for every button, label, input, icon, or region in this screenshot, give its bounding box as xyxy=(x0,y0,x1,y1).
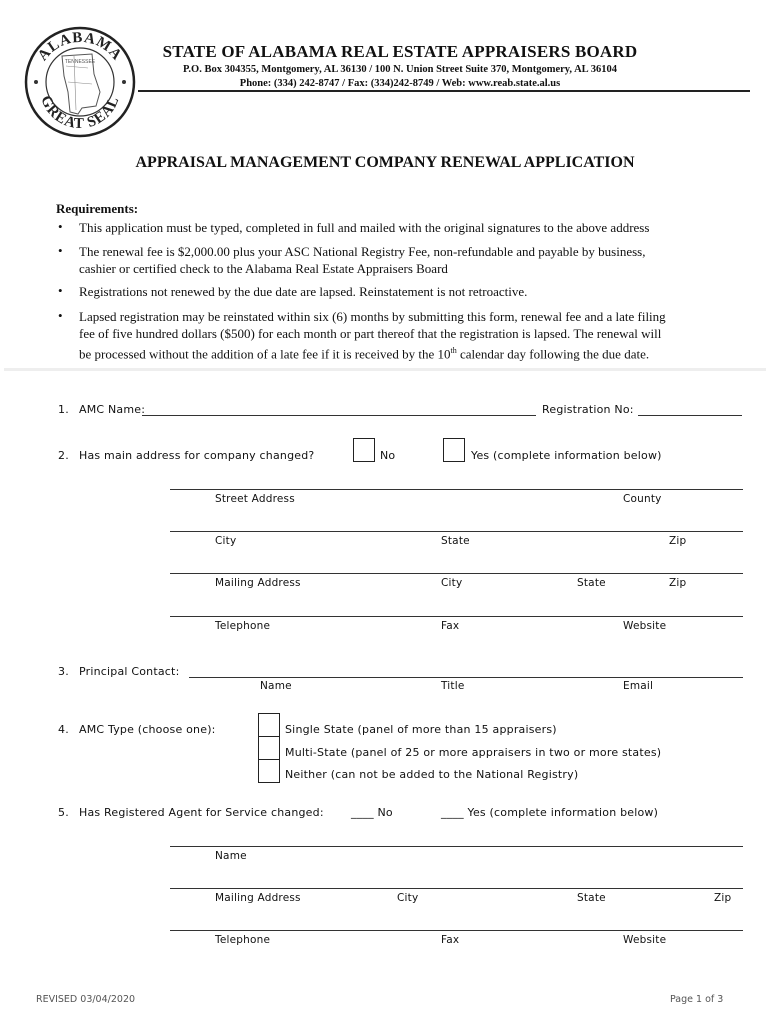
page-number: Page 1 of 3 xyxy=(670,994,724,1005)
email-label: Email xyxy=(623,680,654,692)
neither-option: Neither (can not be added to the National Registry) xyxy=(285,768,579,781)
agent-changed-label: Has Registered Agent for Service changed: xyxy=(79,806,324,819)
single-state-option: Single State (panel of more than 15 appraisers) xyxy=(285,723,557,736)
agent-yes-option[interactable]: ____ Yes (complete information below) xyxy=(441,806,659,819)
requirement-item: Lapsed registration may be reinstated within six (6) months by submitting this form, renewal fee and a late filing fee of five hundred dollars ($500) for each month or part thereof that the registration is lapsed. The renewal will be processed without the addition of a late fee if it is received by the 10th calendar day following the due date. xyxy=(79,309,666,362)
q5-number: 5. xyxy=(58,806,69,819)
seal-bottom-text: GREAT SEAL xyxy=(37,93,123,133)
city-label: City xyxy=(441,577,463,589)
zip-label: Zip xyxy=(669,535,687,547)
requirements-heading: Requirements: xyxy=(56,201,139,216)
seal-top-text: ALABAMA xyxy=(34,29,126,64)
amc-type-label: AMC Type (choose one): xyxy=(79,723,216,736)
q3-number: 3. xyxy=(58,665,69,678)
revised-date: REVISED 03/04/2020 xyxy=(36,994,136,1005)
single-state-checkbox[interactable] xyxy=(258,713,280,737)
agent-mailing-field[interactable] xyxy=(170,888,743,889)
street-county-field[interactable] xyxy=(170,489,743,490)
agent-zip-label: Zip xyxy=(714,892,732,904)
telephone-fax-website-field[interactable] xyxy=(170,616,743,617)
address-changed-yes-checkbox[interactable] xyxy=(443,438,465,462)
board-contact: Phone: (334) 242-8747 / Fax: (334)242-8749 / Web: www.reab.state.al.us xyxy=(239,78,561,89)
address-changed-label: Has main address for company changed? xyxy=(79,449,315,462)
board-address: P.O. Box 304355, Montgomery, AL 36130 / 100 N. Union Street Suite 370, Montgomery, AL 36104 xyxy=(182,64,617,75)
agent-name-label: Name xyxy=(215,850,247,862)
agent-no-option[interactable]: ____ No xyxy=(351,806,393,819)
document-title: APPRAISAL MANAGEMENT COMPANY RENEWAL APPLICATION xyxy=(135,154,635,171)
board-title: STATE OF ALABAMA REAL ESTATE APPRAISERS BOARD xyxy=(162,42,638,61)
agent-telephone-label: Telephone xyxy=(215,934,271,946)
multi-state-option: Multi-State (panel of 25 or more appraisers in two or more states) xyxy=(285,746,662,759)
amc-name-label: AMC Name: xyxy=(79,403,146,416)
bullet-icon: • xyxy=(58,219,63,234)
q2-number: 2. xyxy=(58,449,69,462)
principal-contact-label: Principal Contact: xyxy=(79,665,180,678)
agent-fax-label: Fax xyxy=(441,934,460,946)
mailing-address-label: Mailing Address xyxy=(215,577,301,589)
seal-inner-text: TENNESSEE xyxy=(64,59,96,65)
agent-state-label: State xyxy=(577,892,606,904)
bullet-icon: • xyxy=(58,308,63,323)
amc-name-field[interactable] xyxy=(142,415,536,416)
bullet-icon: • xyxy=(58,283,63,298)
registration-no-label: Registration No: xyxy=(542,403,634,416)
great-seal-logo xyxy=(22,22,138,138)
city-state-zip-field[interactable] xyxy=(170,531,743,532)
state-label: State xyxy=(441,535,470,547)
title-label: Title xyxy=(441,680,465,692)
bullet-icon: • xyxy=(58,243,63,258)
principal-contact-field[interactable] xyxy=(189,677,743,678)
name-label: Name xyxy=(260,680,292,692)
zip-label: Zip xyxy=(669,577,687,589)
agent-website-label: Website xyxy=(623,934,667,946)
section-divider xyxy=(4,368,766,371)
fax-label: Fax xyxy=(441,620,460,632)
agent-mailing-label: Mailing Address xyxy=(215,892,301,904)
agent-city-label: City xyxy=(397,892,419,904)
neither-checkbox[interactable] xyxy=(258,759,280,783)
multi-state-checkbox[interactable] xyxy=(258,736,280,760)
city-label: City xyxy=(215,535,237,547)
no-label: No xyxy=(380,449,396,462)
street-address-label: Street Address xyxy=(215,493,295,505)
mailing-address-field[interactable] xyxy=(170,573,743,574)
yes-label: Yes (complete information below) xyxy=(471,449,662,462)
county-label: County xyxy=(623,493,662,505)
website-label: Website xyxy=(623,620,667,632)
agent-telephone-field[interactable] xyxy=(170,930,743,931)
state-label: State xyxy=(577,577,606,589)
q1-number: 1. xyxy=(58,403,69,416)
requirement-item: The renewal fee is $2,000.00 plus your ASC National Registry Fee, non-refundable and payable by business, cashier or certified check to the Alabama Real Estate Appraisers Board xyxy=(79,244,646,276)
agent-name-field[interactable] xyxy=(170,846,743,847)
q4-number: 4. xyxy=(58,723,69,736)
telephone-label: Telephone xyxy=(215,620,271,632)
requirement-item: Registrations not renewed by the due date are lapsed. Reinstatement is not retroactive. xyxy=(79,284,528,299)
header-rule xyxy=(138,90,750,92)
requirement-item: This application must be typed, completed in full and mailed with the original signatures to the above address xyxy=(79,220,650,235)
address-changed-no-checkbox[interactable] xyxy=(353,438,375,462)
registration-no-field[interactable] xyxy=(638,415,742,416)
